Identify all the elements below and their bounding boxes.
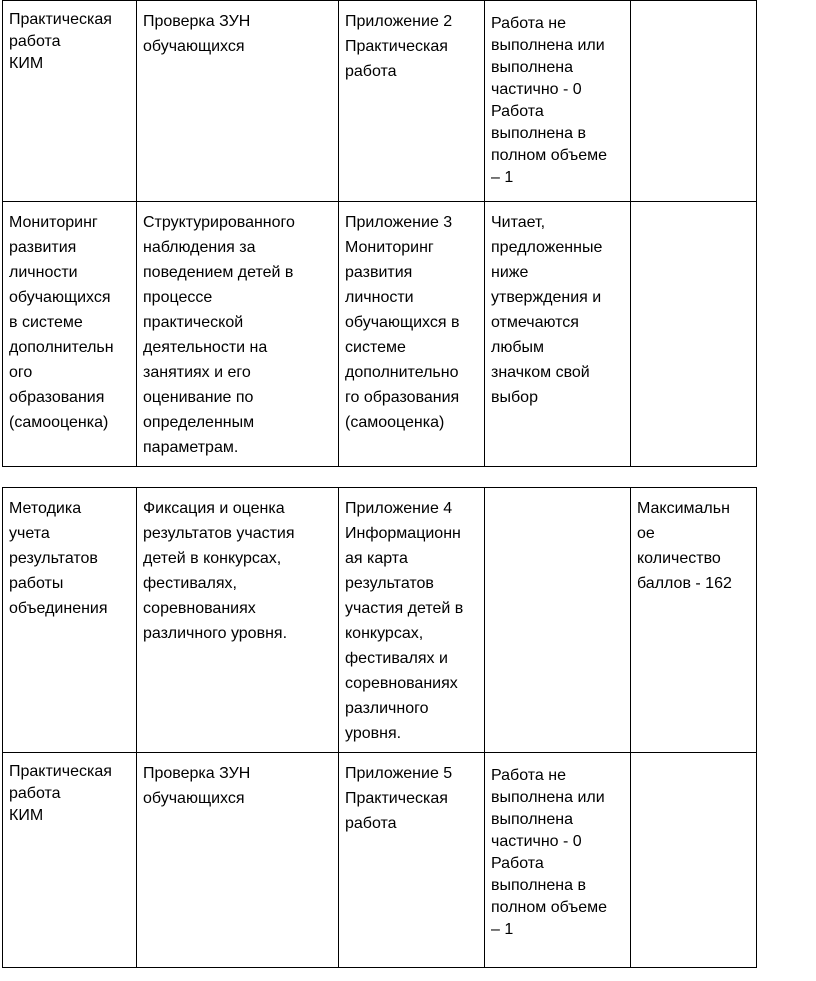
table-cell — [631, 488, 757, 753]
cell-text: Приложение 5 Практическая работа — [345, 765, 453, 832]
table-cell — [339, 753, 485, 968]
cell-text: Практическая работа КИМ — [9, 763, 112, 824]
cell-text: Приложение 4 Информационн ая карта результатов участия детей в конкурсах, фестивалях и соревнованиях различного уровня. — [345, 500, 464, 742]
table-row — [3, 753, 757, 968]
cell-text: Приложение 2 Практическая работа — [345, 13, 453, 80]
cell-text: Проверка ЗУН обучающихся — [143, 13, 251, 55]
table-cell — [339, 488, 485, 753]
table-cell — [3, 202, 137, 467]
table-row — [3, 488, 757, 753]
table-cell — [485, 202, 631, 467]
table-cell — [137, 753, 339, 968]
cell-text: Методика учета результатов работы объединения — [9, 500, 108, 617]
table-cell — [3, 1, 137, 202]
table-row — [3, 202, 757, 467]
cell-text: Структурированного наблюдения за поведением детей в процессе практической деятельности на занятиях и его оценивание по определенным параметрам. — [143, 214, 295, 456]
table-cell — [339, 202, 485, 467]
assessment-table-bottom — [2, 487, 757, 968]
cell-text: Максимальн ое количество баллов - 162 — [637, 500, 732, 592]
table-cell — [485, 488, 631, 753]
cell-text: Работа не выполнена или выполнена частично - 0 Работа выполнена в полном объеме – 1 — [491, 15, 608, 186]
table-cell — [137, 1, 339, 202]
cell-text: Практическая работа КИМ — [9, 11, 112, 72]
cell-text: Работа не выполнена или выполнена частично - 0 Работа выполнена в полном объеме – 1 — [491, 767, 608, 938]
table-cell — [631, 202, 757, 467]
cell-text: Приложение 3 Мониторинг развития личности обучающихся в системе дополнительно го образования (самооценка) — [345, 214, 460, 431]
table-cell — [339, 1, 485, 202]
cell-text: Мониторинг развития личности обучающихся в системе дополнительн ого образования (самооценка) — [9, 214, 114, 431]
table-cell — [485, 1, 631, 202]
cell-text: Читает, предложенные ниже утверждения и отмечаются любым значком свой выбор — [491, 214, 603, 406]
table-row — [3, 1, 757, 202]
table-cell — [485, 753, 631, 968]
table-cell — [3, 753, 137, 968]
cell-text: Фиксация и оценка результатов участия детей в конкурсах, фестивалях, соревнованиях различного уровня. — [143, 500, 295, 642]
cell-text: Проверка ЗУН обучающихся — [143, 765, 251, 807]
table-cell — [631, 1, 757, 202]
table-cell — [3, 488, 137, 753]
table-cell — [631, 753, 757, 968]
table-cell — [137, 488, 339, 753]
assessment-table-top — [2, 0, 757, 467]
table-cell — [137, 202, 339, 467]
